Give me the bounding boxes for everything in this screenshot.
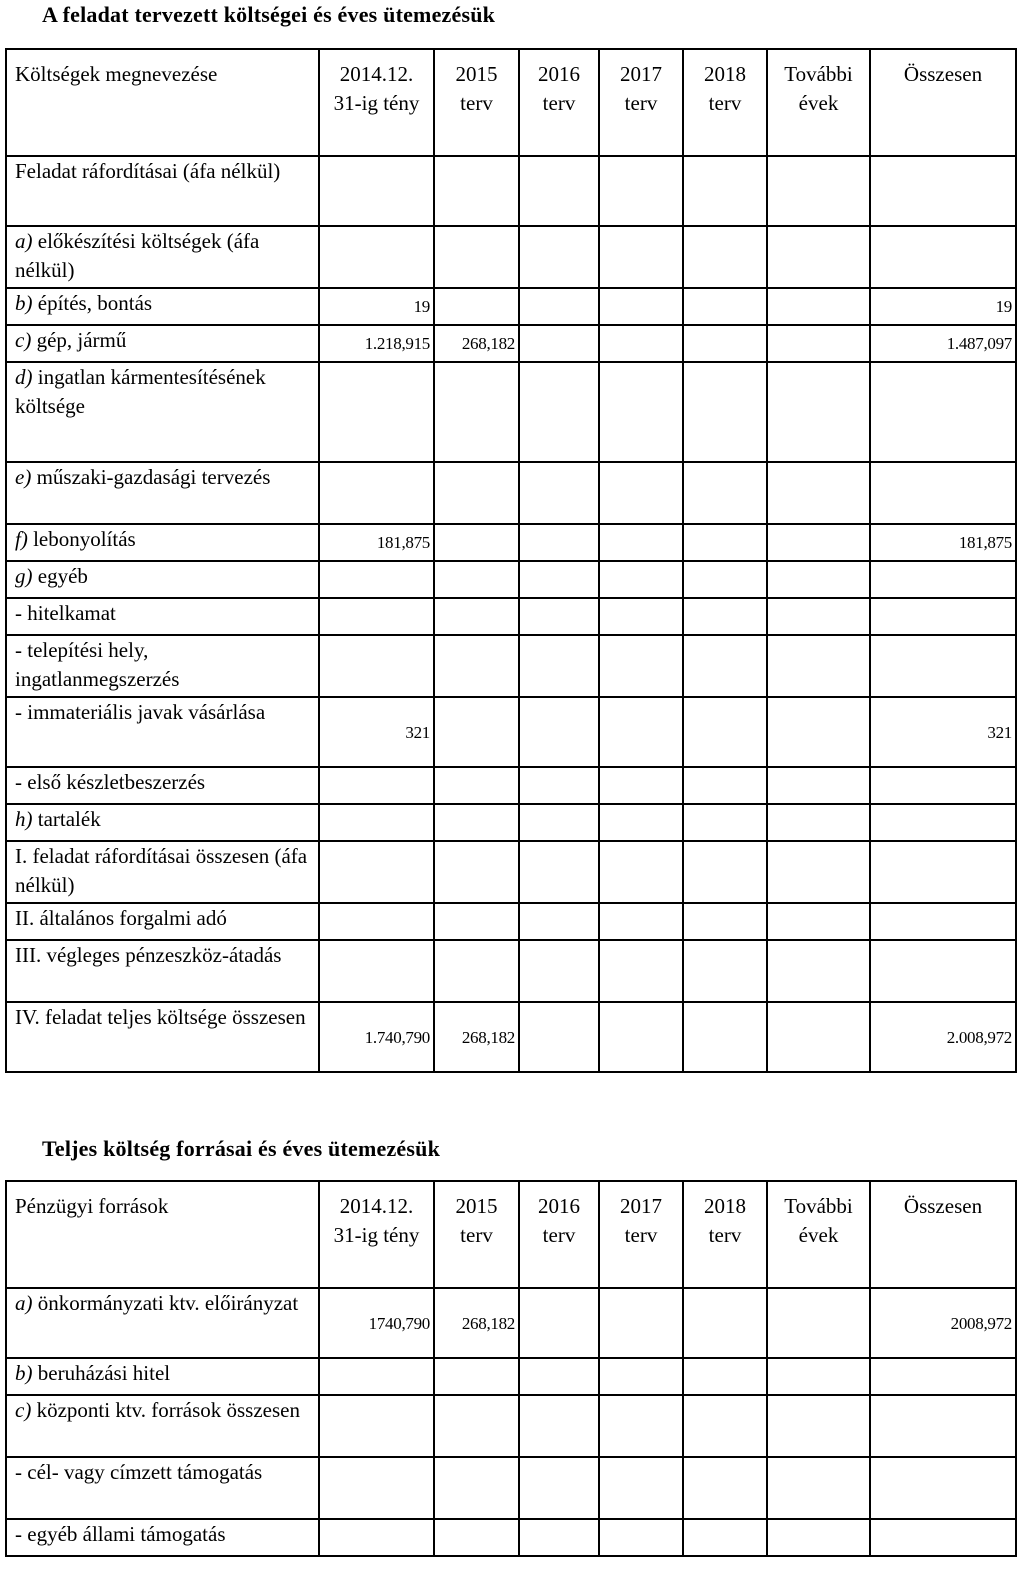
table-cell: 19: [870, 288, 1016, 325]
table-cell: [767, 1002, 870, 1072]
row-label-text: tartalék: [32, 807, 101, 831]
table-cell: [683, 903, 767, 940]
table-row: [6, 1395, 1016, 1457]
table-row: [6, 325, 1016, 362]
table-row: [6, 635, 1016, 697]
cost-table: [5, 48, 1017, 1073]
table-row: [6, 362, 1016, 462]
row-label: [6, 524, 319, 561]
table-cell: [319, 635, 434, 697]
row-label-text: - telepítési hely, ingatlanmegszerzés: [15, 638, 180, 691]
table-row: [6, 462, 1016, 524]
table-cell: [870, 635, 1016, 697]
table-cell: [767, 804, 870, 841]
table-cell: [319, 1395, 434, 1457]
row-label-text: - cél- vagy címzett támogatás: [15, 1460, 263, 1484]
row-label: [6, 903, 319, 940]
row-letter: c): [15, 328, 32, 352]
table-cell: [319, 561, 434, 598]
column-header: 2016 terv: [519, 1181, 599, 1288]
table-cell: [599, 804, 683, 841]
table-cell: [870, 804, 1016, 841]
table-cell: [519, 561, 599, 598]
table-cell: [683, 1519, 767, 1556]
row-label: [6, 940, 319, 1002]
row-letter: h): [15, 807, 33, 831]
table-row: [6, 156, 1016, 226]
column-header: 2017 terv: [599, 49, 683, 156]
table-cell: [599, 462, 683, 524]
table-row: [6, 903, 1016, 940]
table-cell: [683, 940, 767, 1002]
table-row: [6, 288, 1016, 325]
table-cell: [767, 226, 870, 288]
row-label-text: III. végleges pénzeszköz-átadás: [15, 943, 282, 967]
row-label: [6, 804, 319, 841]
row-label: [6, 598, 319, 635]
table-cell: [683, 598, 767, 635]
table-row: [6, 598, 1016, 635]
table-cell: [319, 1519, 434, 1556]
row-label-text: egyéb: [32, 564, 88, 588]
column-header: Költségek megnevezése: [6, 49, 319, 156]
column-header: További évek: [767, 49, 870, 156]
table-cell: [870, 561, 1016, 598]
table-cell: [599, 903, 683, 940]
table-cell: [870, 598, 1016, 635]
table-cell: [519, 1358, 599, 1395]
table-cell: [870, 940, 1016, 1002]
row-label: [6, 288, 319, 325]
row-label-text: II. általános forgalmi adó: [15, 906, 227, 930]
funding-table: [5, 1180, 1017, 1557]
table-row: [6, 841, 1016, 903]
column-header: Összesen: [870, 1181, 1016, 1288]
table-cell: [434, 598, 519, 635]
table-row: [6, 226, 1016, 288]
row-letter: a): [15, 229, 33, 253]
table-cell: [870, 1457, 1016, 1519]
column-header: További évek: [767, 1181, 870, 1288]
row-letter: g): [15, 564, 33, 588]
table-cell: [434, 362, 519, 462]
row-label-text: központi ktv. források összesen: [31, 1398, 300, 1422]
column-header: 2015 terv: [434, 49, 519, 156]
table-cell: [683, 226, 767, 288]
table-cell: [519, 1395, 599, 1457]
table-row: [6, 940, 1016, 1002]
table-cell: [434, 903, 519, 940]
row-letter: e): [15, 465, 32, 489]
table-cell: [599, 1358, 683, 1395]
table-cell: [434, 156, 519, 226]
table-cell: [683, 697, 767, 767]
table-cell: [519, 767, 599, 804]
row-label-text: ingatlan kármentesítésének költsége: [15, 365, 266, 418]
table-cell: [434, 767, 519, 804]
table-cell: [434, 524, 519, 561]
table-cell: [683, 635, 767, 697]
table-cell: [599, 1288, 683, 1358]
table-cell: [434, 841, 519, 903]
table-row: [6, 524, 1016, 561]
table-cell: [319, 598, 434, 635]
table-cell: [519, 940, 599, 1002]
table-cell: [519, 1288, 599, 1358]
table-cell: [767, 156, 870, 226]
table-cell: [319, 462, 434, 524]
table-cell: [767, 362, 870, 462]
table-cell: [519, 1002, 599, 1072]
cost-table-header-row: [6, 49, 1016, 156]
table-cell: 268,182: [434, 325, 519, 362]
table-cell: [683, 1002, 767, 1072]
row-label-text: lebonyolítás: [27, 527, 136, 551]
table-cell: 181,875: [319, 524, 434, 561]
row-label: [6, 635, 319, 697]
table-row: [6, 1288, 1016, 1358]
table-cell: [870, 156, 1016, 226]
table-cell: [434, 462, 519, 524]
table-cell: [683, 561, 767, 598]
table-row: [6, 804, 1016, 841]
table-cell: [319, 804, 434, 841]
row-label-text: Feladat ráfordításai (áfa nélkül): [15, 159, 281, 183]
table-cell: [599, 1395, 683, 1457]
row-label-text: - hitelkamat: [15, 601, 116, 625]
table-cell: [683, 804, 767, 841]
table-cell: [434, 697, 519, 767]
column-header: 2018 terv: [683, 1181, 767, 1288]
table-cell: [519, 697, 599, 767]
table-cell: [767, 1519, 870, 1556]
table-row: [6, 1519, 1016, 1556]
table-cell: [870, 1358, 1016, 1395]
table-cell: 268,182: [434, 1288, 519, 1358]
table-cell: [683, 841, 767, 903]
table-cell: [767, 598, 870, 635]
table-cell: [870, 767, 1016, 804]
column-header: Pénzügyi források: [6, 1181, 319, 1288]
row-letter: f): [15, 527, 28, 551]
row-label-text: IV. feladat teljes költsége összesen: [15, 1005, 306, 1029]
table-cell: [599, 288, 683, 325]
column-header: 2015 terv: [434, 1181, 519, 1288]
funding-table-title: Teljes költség forrásai és éves ütemezésük: [42, 1136, 441, 1161]
table-cell: [519, 635, 599, 697]
table-row: [6, 1358, 1016, 1395]
cost-table-title: A feladat tervezett költségei és éves ütemezésük: [42, 2, 496, 27]
row-label-text: beruházási hitel: [32, 1361, 171, 1385]
column-header: 2016 terv: [519, 49, 599, 156]
row-label: [6, 362, 319, 462]
table-cell: [767, 288, 870, 325]
table-row: [6, 697, 1016, 767]
table-cell: [683, 1288, 767, 1358]
row-label: [6, 1288, 319, 1358]
column-header: 2017 terv: [599, 1181, 683, 1288]
row-label: [6, 226, 319, 288]
column-header: 2018 terv: [683, 49, 767, 156]
table-cell: [434, 804, 519, 841]
table-row: [6, 1457, 1016, 1519]
table-cell: [434, 288, 519, 325]
table-cell: [599, 841, 683, 903]
table-cell: [870, 841, 1016, 903]
row-label: [6, 325, 319, 362]
table-cell: [599, 1457, 683, 1519]
table-cell: [319, 362, 434, 462]
table-cell: 1.218,915: [319, 325, 434, 362]
row-label: [6, 1395, 319, 1457]
row-label: [6, 462, 319, 524]
table-cell: [519, 226, 599, 288]
table-cell: [599, 156, 683, 226]
table-cell: [519, 156, 599, 226]
table-cell: 1.740,790: [319, 1002, 434, 1072]
table-cell: [519, 524, 599, 561]
table-cell: [434, 1519, 519, 1556]
table-cell: [519, 362, 599, 462]
column-header: 2014.12. 31-ig tény: [319, 1181, 434, 1288]
row-label: [6, 767, 319, 804]
table-cell: [319, 156, 434, 226]
table-cell: [870, 362, 1016, 462]
table-cell: [767, 1358, 870, 1395]
table-cell: [434, 226, 519, 288]
row-label: [6, 561, 319, 598]
table-cell: [599, 226, 683, 288]
table-cell: [319, 841, 434, 903]
table-cell: [767, 940, 870, 1002]
table-cell: [767, 635, 870, 697]
row-label: [6, 1457, 319, 1519]
row-label: [6, 697, 319, 767]
row-label-text: előkészítési költségek (áfa nélkül): [15, 229, 260, 282]
table-cell: [683, 325, 767, 362]
table-cell: [767, 462, 870, 524]
table-cell: [683, 524, 767, 561]
table-cell: [767, 903, 870, 940]
table-cell: [599, 635, 683, 697]
table-cell: [870, 1395, 1016, 1457]
table-cell: [519, 325, 599, 362]
table-cell: 321: [870, 697, 1016, 767]
table-cell: [599, 524, 683, 561]
table-row: [6, 1002, 1016, 1072]
row-label-text: I. feladat ráfordításai összesen (áfa nélkül): [15, 844, 308, 897]
table-cell: [599, 598, 683, 635]
table-cell: [767, 325, 870, 362]
table-cell: 2.008,972: [870, 1002, 1016, 1072]
table-cell: 19: [319, 288, 434, 325]
row-label: [6, 1002, 319, 1072]
table-cell: 2008,972: [870, 1288, 1016, 1358]
row-label: [6, 156, 319, 226]
table-cell: [434, 1395, 519, 1457]
table-cell: [870, 1519, 1016, 1556]
table-cell: [683, 462, 767, 524]
table-cell: [599, 362, 683, 462]
row-letter: c): [15, 1398, 32, 1422]
row-letter: a): [15, 1291, 33, 1315]
table-cell: [683, 1395, 767, 1457]
table-cell: [434, 561, 519, 598]
table-cell: [767, 697, 870, 767]
row-label-text: - egyéb állami támogatás: [15, 1522, 226, 1546]
table-cell: 268,182: [434, 1002, 519, 1072]
table-cell: [683, 1358, 767, 1395]
table-cell: [767, 1457, 870, 1519]
row-label: [6, 1519, 319, 1556]
table-cell: [683, 1457, 767, 1519]
row-letter: d): [15, 365, 33, 389]
table-cell: 1740,790: [319, 1288, 434, 1358]
table-cell: [599, 697, 683, 767]
table-cell: [767, 1395, 870, 1457]
row-label: [6, 1358, 319, 1395]
table-cell: [319, 903, 434, 940]
table-cell: [870, 462, 1016, 524]
table-cell: 321: [319, 697, 434, 767]
column-header: 2014.12. 31-ig tény: [319, 49, 434, 156]
table-cell: [767, 561, 870, 598]
table-cell: [519, 903, 599, 940]
row-label-text: gép, jármű: [31, 328, 127, 352]
table-cell: [319, 1457, 434, 1519]
row-label-text: - immateriális javak vásárlása: [15, 700, 266, 724]
table-cell: [434, 940, 519, 1002]
table-cell: [599, 1519, 683, 1556]
row-label-text: építés, bontás: [32, 291, 153, 315]
table-cell: [599, 767, 683, 804]
table-cell: [767, 524, 870, 561]
row-label-text: - első készletbeszerzés: [15, 770, 206, 794]
table-cell: [519, 1519, 599, 1556]
table-cell: [319, 940, 434, 1002]
table-cell: [519, 598, 599, 635]
table-cell: [319, 1358, 434, 1395]
table-cell: [519, 288, 599, 325]
table-cell: [599, 940, 683, 1002]
row-letter: b): [15, 1361, 33, 1385]
row-letter: b): [15, 291, 33, 315]
row-label-text: önkormányzati ktv. előirányzat: [32, 1291, 299, 1315]
table-cell: 1.487,097: [870, 325, 1016, 362]
table-cell: 181,875: [870, 524, 1016, 561]
table-row: [6, 561, 1016, 598]
table-cell: [599, 325, 683, 362]
table-cell: [519, 804, 599, 841]
table-cell: [434, 1358, 519, 1395]
table-cell: [599, 1002, 683, 1072]
table-cell: [519, 841, 599, 903]
table-cell: [519, 1457, 599, 1519]
column-header: Összesen: [870, 49, 1016, 156]
table-cell: [434, 1457, 519, 1519]
table-cell: [870, 903, 1016, 940]
table-cell: [870, 226, 1016, 288]
table-cell: [767, 767, 870, 804]
table-cell: [519, 462, 599, 524]
table-cell: [319, 767, 434, 804]
table-row: [6, 767, 1016, 804]
table-cell: [434, 635, 519, 697]
funding-table-header-row: [6, 1181, 1016, 1288]
table-cell: [683, 156, 767, 226]
table-cell: [767, 841, 870, 903]
table-cell: [599, 561, 683, 598]
table-cell: [767, 1288, 870, 1358]
table-cell: [683, 767, 767, 804]
table-cell: [683, 288, 767, 325]
row-label-text: műszaki-gazdasági tervezés: [31, 465, 271, 489]
table-cell: [319, 226, 434, 288]
table-cell: [683, 362, 767, 462]
row-label: [6, 841, 319, 903]
